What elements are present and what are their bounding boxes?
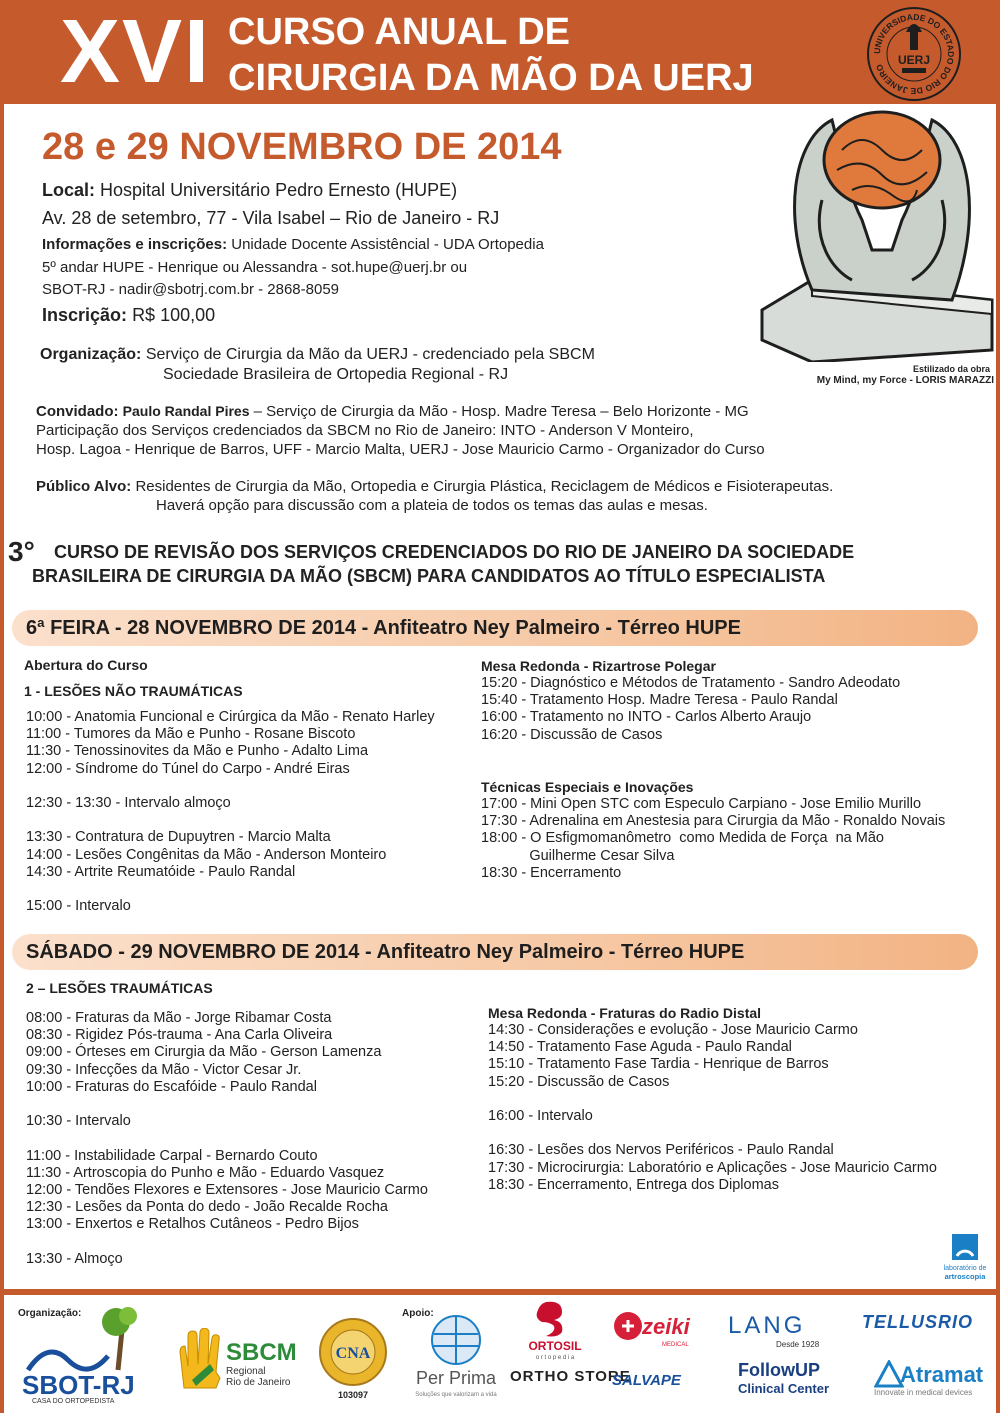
tellusrio-logo: TELLUSRIO <box>862 1312 973 1332</box>
day1-mesa-title: Mesa Redonda - Rizartrose Polegar <box>481 658 716 674</box>
publico-value: Residentes de Cirurgia da Mão, Ortopedia e Cirurgia Plástica, Reciclagem de Médicos e Fisioterapeutas. <box>135 478 834 495</box>
schedule-item: Guilherme Cesar Silva <box>481 847 675 864</box>
header-banner <box>0 0 1000 104</box>
followup-logo-line1: FollowUP <box>738 1360 820 1380</box>
convidado-rest: – Serviço de Cirurgia da Mão - Hosp. Madre Teresa – Belo Horizonte - MG <box>253 403 749 420</box>
orthostore-logo: ORTHO STORE <box>510 1368 631 1385</box>
footer-org-label: Organização: <box>18 1308 82 1319</box>
schedule-item: 09:30 - Infecções da Mão - Victor Cesar Jr. <box>26 1061 302 1078</box>
artwork-credit-line2: My Mind, my Force - LORIS MARAZZI <box>816 375 994 386</box>
day1-bar <box>12 610 978 646</box>
schedule-item <box>26 881 435 898</box>
perprima-sub: Soluções que valorizam a vida <box>415 1392 497 1398</box>
day1-mesa-schedule <box>481 675 900 744</box>
schedule-item <box>488 1125 937 1142</box>
schedule-item: 08:00 - Fraturas da Mão - Jorge Ribamar Costa <box>26 1010 332 1026</box>
schedule-item: 10:00 - Fraturas do Escafóide - Paulo Randal <box>26 1078 317 1095</box>
edition-number: XVI <box>60 2 212 102</box>
schedule-item <box>26 778 435 795</box>
inscricao-value: R$ 100,00 <box>132 305 216 325</box>
convidado-line <box>36 403 749 420</box>
schedule-item: 16:00 - Intervalo <box>488 1107 593 1124</box>
schedule-item: 18:30 - Encerramento <box>481 864 622 881</box>
header-title-line2: CIRURGIA DA MÃO DA UERJ <box>228 57 754 99</box>
participacao-line1: Participação dos Serviços credenciados da SBCM no Rio de Janeiro: INTO - Anderson V Monteiro, <box>36 422 694 439</box>
schedule-item: 08:30 - Rigidez Pós-trauma - Ana Carla Oliveira <box>26 1027 333 1044</box>
schedule-item: 15:20 - Discussão de Casos <box>488 1073 670 1090</box>
uerj-seal-icon <box>866 6 962 102</box>
info-label: Informações e inscrições: <box>42 236 228 253</box>
day2-bar <box>12 934 978 970</box>
info-line3: SBOT-RJ - nadir@sbotrj.com.br - 2868-8059 <box>42 281 340 298</box>
day1-abertura: Abertura do Curso <box>24 657 148 673</box>
schedule-item: 11:30 - Artroscopia do Punho e Mão - Eduardo Vasquez <box>26 1164 385 1181</box>
schedule-item: 10:30 - Intervalo <box>26 1113 131 1130</box>
schedule-item: 13:30 - Almoço <box>26 1250 123 1267</box>
day2-section: 2 – LESÕES TRAUMÁTICAS <box>26 980 213 996</box>
schedule-item <box>26 1130 428 1147</box>
sbcm-logo-icon <box>176 1328 306 1392</box>
cna-seal-icon <box>318 1316 388 1400</box>
schedule-item: 11:00 - Instabilidade Carpal - Bernardo Couto <box>26 1147 318 1164</box>
publico-line2: Haverá opção para discussão com a plateia de todos os temas das aulas e mesas. <box>156 497 708 514</box>
schedule-item: 12:30 - 13:30 - Intervalo almoço <box>26 794 231 811</box>
schedule-item: 17:30 - Microcirurgia: Laboratório e Aplicações - Jose Mauricio Carmo <box>488 1159 937 1176</box>
schedule-item: 15:20 - Diagnóstico e Métodos de Tratamento - Sandro Adeodato <box>481 675 901 691</box>
schedule-item: 13:30 - Contratura de Dupuytren - Marcio Malta <box>26 829 331 846</box>
schedule-item: 18:30 - Encerramento, Entrega dos Diplomas <box>488 1176 779 1193</box>
sbot-rj-logo-icon <box>18 1300 158 1404</box>
ortosil-sub: o r t o p e d i a <box>535 1355 575 1360</box>
day1-title: 6ª FEIRA - 28 NOVEMBRO DE 2014 - Anfiteatro Ney Palmeiro - Térreo HUPE <box>26 617 741 639</box>
schedule-item <box>488 1091 937 1108</box>
artroscopia-lab-line1: laboratório de <box>943 1265 987 1272</box>
inscricao-line <box>42 305 215 326</box>
artroscopia-lab-line2: artroscopia <box>944 1272 986 1281</box>
publico-label: Público Alvo: <box>36 478 132 495</box>
schedule-item: 15:10 - Tratamento Fase Tardia - Henrique de Barros <box>488 1056 829 1073</box>
schedule-item: 15:00 - Intervalo <box>26 898 131 915</box>
convidado-name: Paulo Randal Pires <box>122 403 250 419</box>
day2-right-schedule <box>488 1022 937 1194</box>
lang-logo: LANG <box>728 1312 806 1339</box>
day1-section: 1 - LESÕES NÃO TRAUMÁTICAS <box>24 683 243 699</box>
seal-ring-text: UNIVERSIDADE DO ESTADO DO RIO DE JANEIRO <box>871 11 957 97</box>
convidado-label: Convidado: <box>36 403 119 420</box>
info-line2: 5º andar HUPE - Henrique ou Alessandra - sot.hupe@uerj.br ou <box>42 259 468 276</box>
schedule-item: 09:00 - Órteses em Cirurgia da Mão - Gerson Lamenza <box>26 1044 382 1061</box>
lang-sub: Desde 1928 <box>776 1340 820 1349</box>
schedule-item: 11:00 - Tumores da Mão e Punho - Rosane Biscoto <box>26 726 356 743</box>
sbot-rj-name: SBOT-RJ <box>22 1370 135 1400</box>
organizacao-label: Organização: <box>40 346 142 363</box>
zeiki-name: zeiki <box>642 1314 690 1339</box>
schedule-item: 16:20 - Discussão de Casos <box>481 726 663 743</box>
artroscopia-lab-logo-icon <box>940 1232 990 1282</box>
schedule-item: 14:30 - Artrite Reumatóide - Paulo Randal <box>26 863 296 880</box>
course3-line1: CURSO DE REVISÃO DOS SERVIÇOS CREDENCIADOS DO RIO DE JANEIRO DA SOCIEDADE <box>54 542 855 562</box>
day2-title: SÁBADO - 29 NOVEMBRO DE 2014 - Anfiteatro Ney Palmeiro - Térreo HUPE <box>26 941 745 963</box>
day1-tecnicas-title: Técnicas Especiais e Inovações <box>481 779 694 795</box>
day1-tecnicas-schedule <box>481 796 945 882</box>
day2-left-schedule <box>26 1010 428 1268</box>
organizacao-line2: Sociedade Brasileira de Ortopedia Regional - RJ <box>163 366 509 383</box>
schedule-item: 14:50 - Tratamento Fase Aguda - Paulo Randal <box>488 1039 792 1056</box>
schedule-item: 14:30 - Considerações e evolução - Jose Mauricio Carmo <box>488 1022 858 1038</box>
schedule-item <box>26 812 435 829</box>
header-title-line1: CURSO ANUAL DE <box>228 11 571 53</box>
schedule-item: 12:00 - Síndrome do Túnel do Carpo - André Eiras <box>26 760 350 777</box>
artwork-credit-line1: Estilizado da obra <box>912 364 990 374</box>
cna-text: CNA <box>335 1345 371 1362</box>
local-label: Local: <box>42 180 96 200</box>
salvape-logo: SALVAPE <box>612 1372 681 1389</box>
footer-divider <box>4 1289 996 1295</box>
organizacao-line1 <box>40 346 595 364</box>
local-value: Hospital Universitário Pedro Ernesto (HUPE) <box>100 180 458 200</box>
schedule-item: 17:00 - Mini Open STC com Especulo Carpiano - Jose Emilio Murillo <box>481 796 922 812</box>
seal-center-text: UERJ <box>897 53 931 67</box>
atramat-sub: Innovate in medical devices <box>874 1388 973 1397</box>
cna-number: 103097 <box>337 1390 369 1400</box>
schedule-item: 12:00 - Tendões Flexores e Extensores - Jose Mauricio Carmo <box>26 1181 428 1198</box>
organizacao-value: Serviço de Cirurgia da Mão da UERJ - credenciado pela SBCM <box>145 346 595 363</box>
inscricao-label: Inscrição: <box>42 305 128 325</box>
sbot-rj-sub: CASA DO ORTOPEDISTA <box>32 1398 115 1404</box>
day2-mesa-title: Mesa Redonda - Fraturas do Radio Distal <box>488 1005 762 1021</box>
day1-left-schedule <box>26 709 435 915</box>
ortosil-name: ORTOSIL <box>528 1339 582 1353</box>
schedule-item <box>26 1233 428 1250</box>
course3-number: 3° <box>8 536 35 567</box>
schedule-item: 18:00 - O Esfigmomanômetro como Medida de Força na Mão <box>481 830 884 847</box>
sbcm-name: SBCM <box>226 1339 297 1366</box>
event-date: 28 e 29 NOVEMBRO DE 2014 <box>42 126 562 168</box>
address: Av. 28 de setembro, 77 - Vila Isabel – Rio de Janeiro - RJ <box>42 208 500 228</box>
followup-logo-line2: Clinical Center <box>738 1381 830 1396</box>
course3-line2: BRASILEIRA DE CIRURGIA DA MÃO (SBCM) PARA CANDIDATOS AO TÍTULO ESPECIALISTA <box>32 566 826 586</box>
publico-line1 <box>36 478 833 495</box>
participacao-line2: Hosp. Lagoa - Henrique de Barros, UFF - Marcio Malta, UERJ - Jose Mauricio Carmo - Organizador do Curso <box>36 441 765 458</box>
zeiki-sub: MEDICAL <box>662 1342 689 1348</box>
schedule-item: 13:00 - Enxertos e Retalhos Cutâneos - Pedro Bijos <box>26 1216 359 1233</box>
local-line <box>42 180 457 201</box>
footer-apoio-label: Apoio: <box>402 1308 434 1319</box>
sbcm-sub1: Regional <box>226 1366 266 1377</box>
schedule-item: 14:00 - Lesões Congênitas da Mão - Anderson Monteiro <box>26 846 387 863</box>
schedule-item: 15:40 - Tratamento Hosp. Madre Teresa - Paulo Randal <box>481 692 838 709</box>
perprima-name: Per Prima <box>415 1368 497 1388</box>
info-value: Unidade Docente Assistêncial - UDA Ortopedia <box>231 236 544 253</box>
perprima-logo-icon <box>414 1312 498 1404</box>
atramat-logo: Atramat <box>900 1362 984 1387</box>
zeiki-logo-icon <box>612 1306 696 1352</box>
info-line1 <box>42 236 544 253</box>
schedule-item: 16:00 - Tratamento no INTO - Carlos Alberto Araujo <box>481 709 812 726</box>
schedule-item: 10:00 - Anatomia Funcional e Cirúrgica da Mão - Renato Harley <box>26 709 435 725</box>
schedule-item: 12:30 - Lesões da Ponta do dedo - João Recalde Rocha <box>26 1199 388 1216</box>
sbcm-sub2: Rio de Janeiro <box>226 1377 291 1388</box>
schedule-item: 16:30 - Lesões dos Nervos Periféricos - Paulo Randal <box>488 1142 834 1159</box>
schedule-item: 17:30 - Adrenalina em Anestesia para Cirurgia da Mão - Ronaldo Novais <box>481 813 946 830</box>
hands-brain-sculpture-icon <box>752 100 996 362</box>
schedule-item: 11:30 - Tenossinovites da Mão e Punho - Adalto Lima <box>26 743 369 760</box>
ortosil-logo-icon <box>510 1298 600 1360</box>
schedule-item <box>26 1096 428 1113</box>
